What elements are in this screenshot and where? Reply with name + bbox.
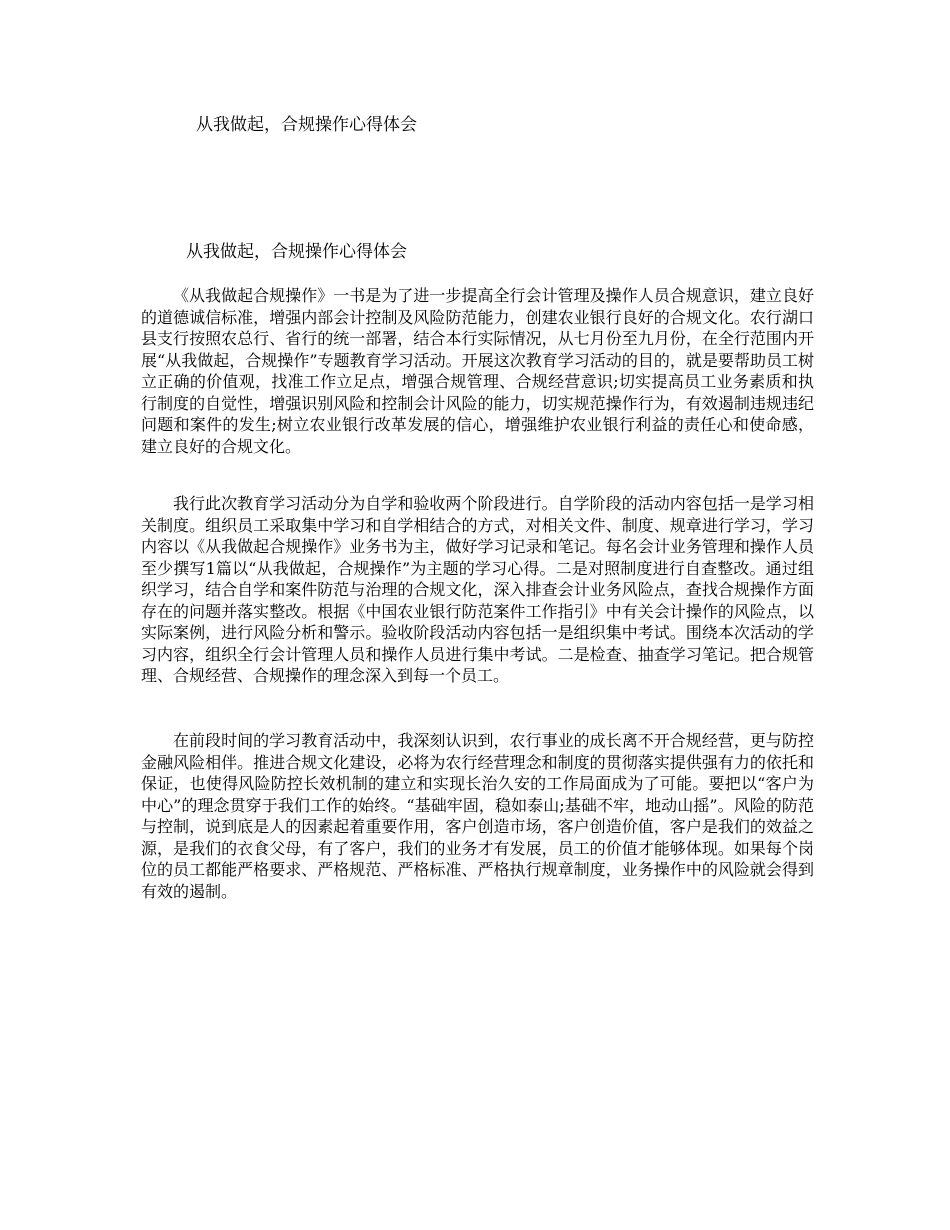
document-subtitle: 从我做起，合规操作心得体会	[186, 242, 407, 262]
body-paragraph-1: 《从我做起合规操作》一书是为了进一步提高全行会计管理及操作人员合规意识，建立良好的道德诚信标准，增强内部会计控制及风险防范能力，创建农业银行良好的合规文化。农行湖口县支行按照农总行、省行的统一部署，结合本行实际情况，从七月份至九月份，在全行范围内开展“从我做起，合规操作”专题教育学习活动。开展这次教育学习活动的目的，就是要帮助员工树立正确的价值观，找准工作立足点，增强合规管理、合规经营意识;切实提高员工业务素质和执行制度的自觉性，增强识别风险和控制会计风险的能力，切实规范操作行为，有效遏制违规违纪问题和案件的发生;树立农业银行改革发展的信心，增强维护农业银行利益的责任心和使命感，建立良好的合规文化。	[141, 286, 814, 456]
document-title: 从我做起，合规操作心得体会	[196, 115, 417, 135]
body-paragraph-2: 我行此次教育学习活动分为自学和验收两个阶段进行。自学阶段的活动内容包括一是学习相关制度。组织员工采取集中学习和自学相结合的方式，对相关文件、制度、规章进行学习，学习内容以《从我做起合规操作》业务书为主，做好学习记录和笔记。每名会计业务管理和操作人员至少撰写1篇以“从我做起，合规操作”为主题的学习心得。二是对照制度进行自查整改。通过组织学习，结合自学和案件防范与治理的合规文化，深入排查会计业务风险点，查找合规操作方面存在的问题并落实整改。根据《中国农业银行防范案件工作指引》中有关会计操作的风险点，以实际案例，进行风险分析和警示。验收阶段活动内容包括一是组织集中考试。围绕本次活动的学习内容，组织全行会计管理人员和操作人员进行集中考试。二是检查、抽查学习笔记。把合规管理、合规经营、合规操作的理念深入到每一个员工。	[141, 494, 814, 685]
body-paragraph-3: 在前段时间的学习教育活动中，我深刻认识到，农行事业的成长离不开合规经营，更与防控金融风险相伴。推进合规文化建设，必将为农行经营理念和制度的贯彻落实提供强有力的依托和保证，也使得风险防控长效机制的建立和实现长治久安的工作局面成为了可能。要把以“客户为中心”的理念贯穿于我们工作的始终。“基础牢固，稳如泰山;基础不牢，地动山摇”。风险的防范与控制，说到底是人的因素起着重要作用，客户创造市场，客户创造价值，客户是我们的效益之源，是我们的衣食父母，有了客户，我们的业务才有发展，员工的价值才能够体现。如果每个岗位的员工都能严格要求、严格规范、严格标准、严格执行规章制度，业务操作中的风险就会得到有效的遏制。	[141, 731, 814, 901]
